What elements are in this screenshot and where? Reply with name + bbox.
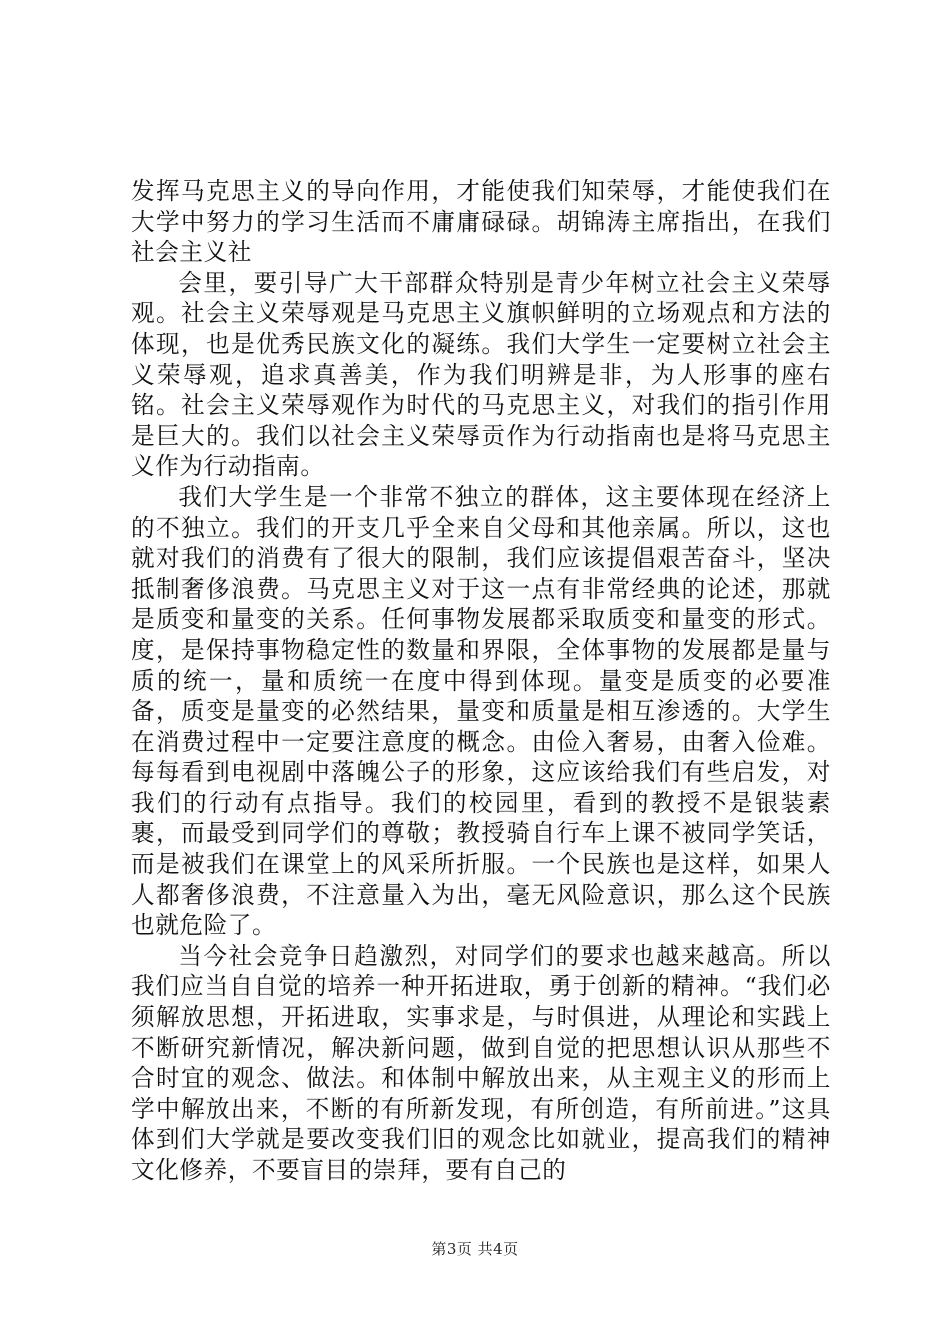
- paragraph-4: 当今社会竞争日趋激烈，对同学们的要求也越来越高。所以我们应当自自觉的培养一种开拓进取，勇于创新的精神。“我们必须解放思想，开拓进取，实事求是，与时俱进，从理论和实践上不断研究新情况，解决新问题，做到自觉的把思想认识从那些不合时宜的观念、做法。和体制中解放出来，从主观主义的形而上学中解放出来，不断的有所新发现，有所创造，有所前进。”这具体到们大学就是要改变我们旧的观念比如就业，提高我们的精神文化修养，不要盲目的崇拜，要有自己的: [131, 941, 831, 1184]
- paragraph-1: 发挥马克思主义的导向作用，才能使我们知荣辱，才能使我们在大学中努力的学习生活而不庸庸碌碌。胡锦涛主席指出，在我们社会主义社: [131, 177, 831, 267]
- paragraph-3: 我们大学生是一个非常不独立的群体，这主要体现在经济上的不独立。我们的开支几乎全来自父母和其他亲属。所以，这也就对我们的消费有了很大的限制，我们应该提倡艰苦奋斗，坚决抵制奢侈浪费。马克思主义对于这一点有非常经典的论述，那就是质变和量变的关系。任何事物发展都采取质变和量变的形式。度，是保持事物稳定性的数量和界限，全体事物的发展都是量与质的统一，量和质统一在度中得到体现。量变是质变的必要准备，质变是量变的必然结果，量变和质量是相互渗透的。大学生在消费过程中一定要注意度的概念。由俭入奢易，由奢入俭难。每每看到电视剧中落魄公子的形象，这应该给我们有些启发，对我们的行动有点指导。我们的校园里，看到的教授不是银装素裹，而最受到同学们的尊敬；教授骑自行车上课不被同学笑话，而是被我们在课堂上的风采所折服。一个民族也是这样，如果人人都奢侈浪费，不注意量入为出，毫无风险意识，那么这个民族也就危险了。: [131, 482, 831, 940]
- document-body: [131, 176, 831, 1186]
- page-number-footer: 第3页 共4页: [431, 1240, 519, 1258]
- paragraph-2: 会里，要引导广大干部群众特别是青少年树立社会主义荣辱观。社会主义荣辱观是马克思主义旗帜鲜明的立场观点和方法的体现，也是优秀民族文化的凝练。我们大学生一定要树立社会主义荣辱观，追求真善美，作为我们明辨是非，为人形事的座右铭。社会主义荣辱观作为时代的马克思主义，对我们的指引作用是巨大的。我们以社会主义荣辱贡作为行动指南也是将马克思主义作为行动指南。: [131, 268, 831, 481]
